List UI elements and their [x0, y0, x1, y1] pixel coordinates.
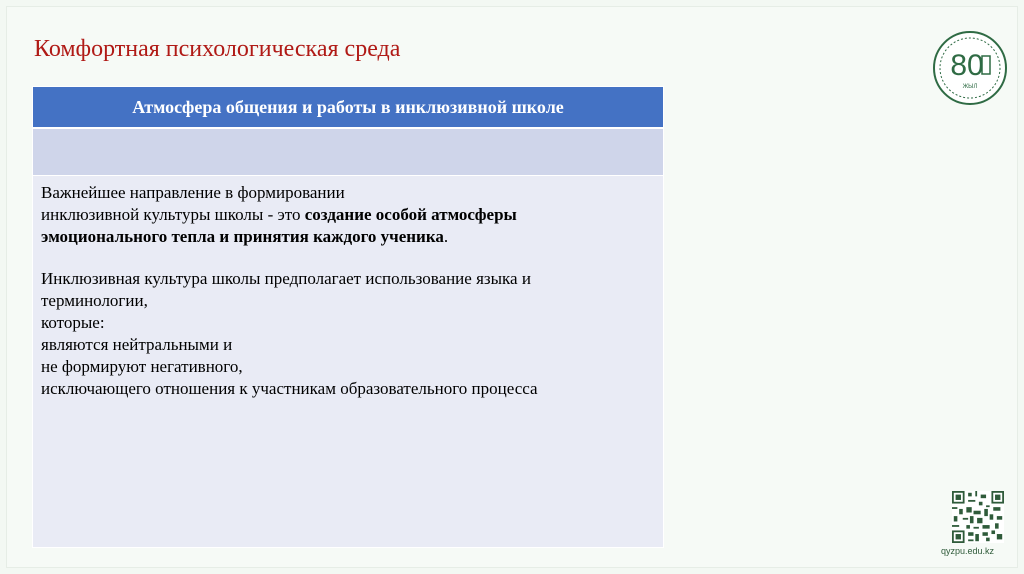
paragraph-2-line-2: терминологии,: [41, 291, 148, 310]
bullet-text: Инклюзивная культура школы предполагает использование языка и: [41, 269, 531, 288]
bold-text: создание особой атмосферы: [304, 205, 517, 224]
plain-text: инклюзивной культуры школы - это: [41, 205, 305, 224]
paragraph-2-line-1: [41, 268, 653, 290]
paragraph-2-line-6: исключающего отношения к участникам образовательного процесса: [41, 379, 538, 398]
period: .: [443, 227, 449, 246]
paragraph-2-line-4: являются нейтральными и: [41, 335, 233, 354]
paragraph-2-line-3: которые:: [41, 313, 105, 332]
paragraph-1-line-1: Важнейшее направление в формировании: [41, 183, 345, 202]
bold-text: эмоционального тепла и принятия каждого ученика: [41, 227, 444, 246]
table-empty-row: [33, 129, 663, 177]
qr-code: [949, 491, 1007, 543]
spacer: [41, 248, 653, 268]
table-header: Атмосфера общения и работы в инклюзивной школе: [33, 87, 663, 129]
table-body-cell: [33, 176, 663, 547]
logo-number: 80: [950, 49, 984, 82]
site-url: qyzpu.edu.kz: [941, 546, 995, 556]
paragraph-1-line-3: [41, 226, 653, 248]
logo-caption: ЖЫЛ: [962, 84, 978, 90]
anniversary-80-logo: [932, 30, 1008, 106]
paragraph-2-line-5: не формируют негативного,: [41, 357, 243, 376]
slide-title: Комфортная психологическая среда: [34, 36, 401, 62]
paragraph-1-line-2: [41, 204, 653, 226]
content-table: [32, 86, 664, 548]
